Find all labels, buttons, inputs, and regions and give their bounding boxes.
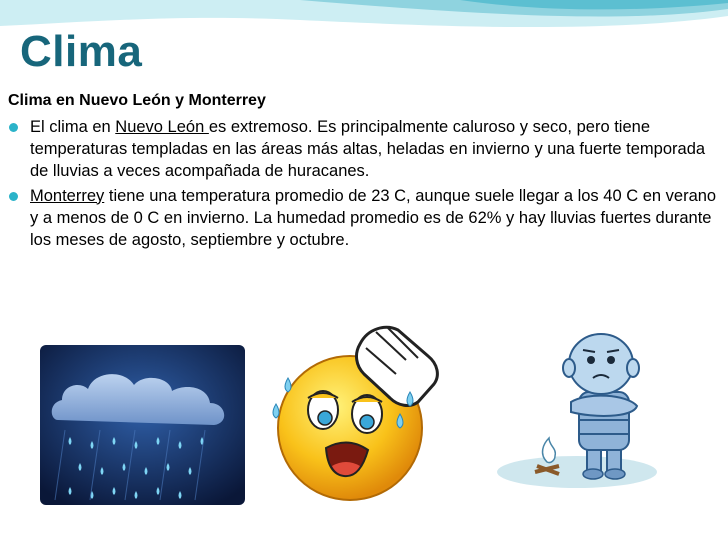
- slide-subtitle: Clima en Nuevo León y Monterrey: [8, 92, 266, 109]
- bullet-text: es extremoso. Es principalmente caluroso y seco, pero tiene temperaturas templadas en las áreas más altas, heladas en invierno y una fuerte temporada de lluvias a veces acompañada de huracanes.: [30, 118, 706, 181]
- bullet-item: [8, 185, 718, 252]
- bullet-dot-icon: [9, 123, 18, 132]
- bullet-text: tiene una temperatura promedio de 23 C, aunque suele llegar a los 40 C en verano y a menos de 0 C en invierno. La humedad promedio es de 62% y hay lluvias fuertes durante los meses de agosto, septiembre y octubre.: [30, 186, 717, 250]
- bullet-item: [8, 116, 718, 183]
- nuevo-leon-link[interactable]: Nuevo León: [115, 118, 209, 136]
- cold-figure-image: [497, 322, 663, 494]
- slide-title: Clima: [20, 27, 143, 76]
- bullet-text: El clima en: [30, 118, 116, 136]
- monterrey-link[interactable]: Monterrey: [30, 186, 105, 205]
- bullet-list: [8, 116, 718, 253]
- bullet-dot-icon: [9, 192, 18, 201]
- rain-cloud-image: [40, 345, 245, 505]
- sweating-sun-image: [268, 318, 450, 504]
